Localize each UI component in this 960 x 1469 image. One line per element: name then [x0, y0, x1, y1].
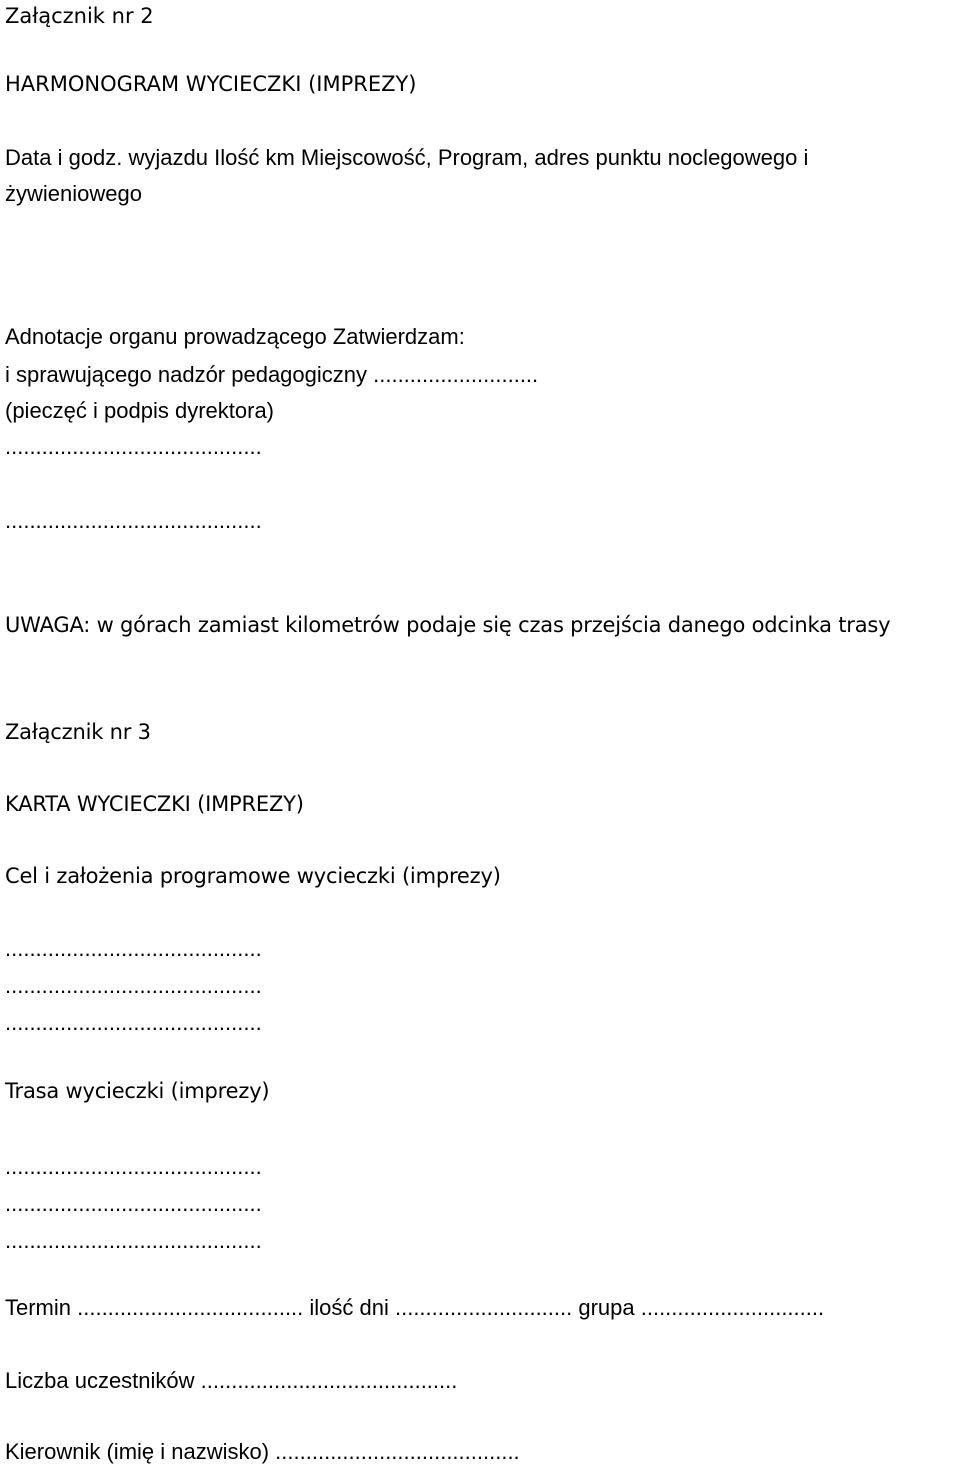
route-dots-3: .......................................... — [5, 1228, 262, 1253]
schedule-columns-line-1: Data i godz. wyjazdu Ilość km Miejscowość, Program, adres punktu noclegowego i — [5, 145, 809, 170]
attachment-3-title: Załącznik nr 3 — [5, 720, 151, 744]
participants-line: Liczba uczestników .......................................... — [5, 1368, 458, 1393]
goal-dots-2: .......................................... — [5, 973, 262, 998]
signature-dots-2: .......................................... — [5, 508, 262, 533]
goal-dots-1: .......................................... — [5, 936, 262, 961]
route-dots-1: .......................................... — [5, 1154, 262, 1179]
attachment-2-title: Załącznik nr 2 — [5, 4, 154, 28]
route-dots-2: .......................................... — [5, 1191, 262, 1216]
schedule-columns-line-2: żywieniowego — [5, 181, 142, 206]
mountain-note: UWAGA: w górach zamiast kilometrów podaje się czas przejścia danego odcinka trasy — [5, 613, 891, 637]
route-label: Trasa wycieczki (imprezy) — [5, 1079, 270, 1103]
goal-label: Cel i założenia programowe wycieczki (imprezy) — [5, 864, 501, 888]
approval-line-2: i sprawującego nadzór pedagogiczny ........................... — [5, 362, 539, 387]
goal-dots-3: .......................................... — [5, 1010, 262, 1035]
approval-line-1: Adnotacje organu prowadzącego Zatwierdzam: — [5, 324, 465, 349]
leader-line: Kierownik (imię i nazwisko) ........................................ — [5, 1439, 520, 1464]
schedule-heading: HARMONOGRAM WYCIECZKI (IMPREZY) — [5, 72, 417, 96]
term-line: Termin ..................................... ilość dni ............................. grupa .............................. — [5, 1295, 825, 1320]
trip-card-heading: KARTA WYCIECZKI (IMPREZY) — [5, 792, 304, 816]
approval-line-3: (pieczęć i podpis dyrektora) — [5, 398, 275, 423]
signature-dots-1: .......................................... — [5, 434, 262, 459]
